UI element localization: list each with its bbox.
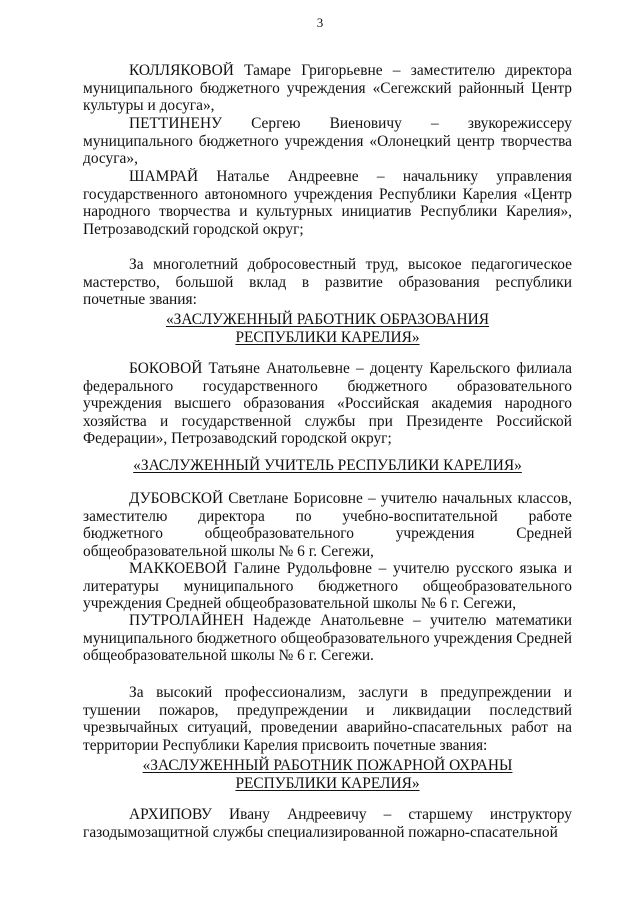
text-line: территории Республики Карелия присвоить почетные звания: xyxy=(83,736,488,754)
text-line: досуга», xyxy=(83,150,138,168)
heading-title-fire-worker xyxy=(83,757,572,792)
heading-line: «ЗАСЛУЖЕННЫЙ РАБОТНИК ОБРАЗОВАНИЯ xyxy=(165,311,490,328)
text-line: муниципального бюджетного общеобразовательного учреждения Средней xyxy=(83,629,572,647)
text-line: ПЕТТИНЕНУ Сергею Виеновичу – звукорежиссеру xyxy=(129,115,572,132)
page-number: 3 xyxy=(316,15,324,30)
text-line: Федерации», Петрозаводский городской округ; xyxy=(83,430,392,448)
heading-line: РЕСПУБЛИКИ КАРЕЛИЯ» xyxy=(235,328,420,346)
paragraph-makkoeva xyxy=(83,560,572,613)
text-line: МАККОЕВОЙ Галине Рудольфовне – учителю русского языка и xyxy=(129,560,572,577)
text-line: бюджетного общеобразовательного учреждения Средней xyxy=(83,525,572,543)
text-line: За высокий профессионализм, заслуги в предупреждении и xyxy=(129,684,572,701)
paragraph-pettinenu xyxy=(83,115,572,168)
text-line: культуры и досуга», xyxy=(83,97,215,115)
text-line: БОКОВОЙ Татьяне Анатольевне – доценту Карельского филиала xyxy=(129,360,572,377)
heading-line: РЕСПУБЛИКИ КАРЕЛИЯ» xyxy=(235,774,420,792)
text-line: хозяйства и государственной службы при Президенте Российской xyxy=(83,412,572,430)
text-line: заместителю директора по учебно-воспитательной работе xyxy=(83,507,572,525)
text-line: литературы муниципального бюджетного общеобразовательного xyxy=(83,577,572,595)
text-line: тушении пожаров, предупреждении и ликвидации последствий xyxy=(83,701,572,719)
text-line: За многолетний добросовестный труд, высокое педагогическое xyxy=(129,256,572,273)
heading-title-education-worker xyxy=(83,311,572,346)
text-line: общеобразовательной школы № 6 г. Сегежи. xyxy=(83,647,374,665)
text-line: почетные звания: xyxy=(83,291,197,309)
paragraph-bokova xyxy=(83,360,572,448)
paragraph-intro-fire xyxy=(83,684,572,754)
heading-line: «ЗАСЛУЖЕННЫЙ РАБОТНИК ПОЖАРНОЙ ОХРАНЫ xyxy=(142,757,513,774)
paragraph-arkhipov xyxy=(83,806,572,841)
text-line: народного творчества и культурных инициатив Республики Карелия», xyxy=(83,203,572,221)
paragraph-shamray xyxy=(83,168,572,238)
text-line: газодымозащитной службы специализированной пожарно-спасательной xyxy=(83,823,558,841)
text-line: чрезвычайных ситуаций, проведении аварийно-спасательных работ на xyxy=(83,719,572,737)
text-line: общеобразовательной школы № 6 г. Сегежи, xyxy=(83,542,374,560)
text-line: муниципального бюджетного учреждения «Олонецкий центр творчества xyxy=(83,132,572,150)
text-line: мастерство, большой вклад в развитие образования республики xyxy=(83,273,572,291)
text-line: государственного автономного учреждения Республики Карелия «Центр xyxy=(83,185,572,203)
text-line: Петрозаводский городской округ; xyxy=(83,220,304,238)
text-line: муниципального бюджетного учреждения «Сегежский районный Центр xyxy=(83,79,572,97)
text-line: учреждения Средней общеобразовательной школы № 6 г. Сегежи, xyxy=(83,595,517,613)
heading-line: «ЗАСЛУЖЕННЫЙ УЧИТЕЛЬ РЕСПУБЛИКИ КАРЕЛИЯ» xyxy=(133,457,522,474)
paragraph-kollyakova xyxy=(83,62,572,115)
paragraph-dubovskaya xyxy=(83,490,572,560)
paragraph-putrolaynen xyxy=(83,612,572,665)
text-line: АРХИПОВУ Ивану Андреевичу – старшему инструктору xyxy=(129,806,572,823)
text-line: ПУТРОЛАЙНЕН Надежде Анатольевне – учителю математики xyxy=(129,612,572,629)
text-line: ШАМРАЙ Наталье Андреевне – начальнику управления xyxy=(129,168,572,185)
heading-title-teacher xyxy=(83,457,572,475)
text-line: ДУБОВСКОЙ Светлане Борисовне – учителю начальных классов, xyxy=(129,490,572,507)
paragraph-intro-education xyxy=(83,256,572,309)
text-line: учреждения высшего образования «Российская академия народного xyxy=(83,395,572,413)
text-line: КОЛЛЯКОВОЙ Тамаре Григорьевне – заместителю директора xyxy=(129,62,572,79)
text-line: федерального государственного бюджетного образовательного xyxy=(83,377,572,395)
